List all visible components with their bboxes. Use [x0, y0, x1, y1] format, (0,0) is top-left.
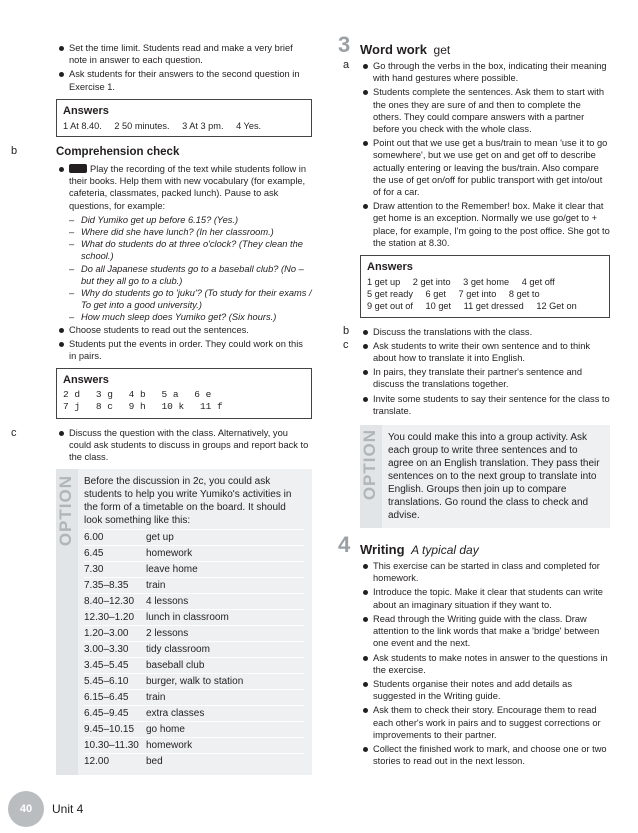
- answer-item: 2 d: [63, 389, 81, 401]
- list-item: In pairs, they translate their partner's sentence and discuss the translations together.: [360, 366, 610, 390]
- answer-item: 9 get out of: [367, 301, 413, 312]
- answer-item: 1 get up: [367, 277, 401, 288]
- answers-row: [367, 300, 603, 312]
- question-item: – How much sleep does Yumiko get? (Six hours.): [69, 311, 312, 323]
- timetable-row: [84, 705, 304, 721]
- timetable-time: 8.40–12.30: [84, 596, 135, 608]
- timetable-time: 12.30–1.20: [84, 612, 135, 624]
- list-item: Students complete the sentences. Ask them to start with the ones they are sure of and then to complete the others. They could compare answers with a partner before you check with the whole class.: [360, 86, 610, 135]
- timetable-time: 7.35–8.35: [84, 580, 129, 592]
- timetable-activity: homework: [146, 740, 193, 752]
- timetable-row: [84, 673, 304, 689]
- section-subtitle: A typical day: [411, 543, 479, 558]
- list-item: Set the time limit. Students read and make a very brief note in answer to each question.: [56, 42, 312, 66]
- timetable-activity: tidy classroom: [146, 644, 210, 656]
- timetable-row: [84, 641, 304, 657]
- list-item: Draw attention to the Remember! box. Make it clear that get home is an exception. Normally we use go/get to + place, for example, I'm going to the post office. She got to the station at 8.30.: [360, 200, 610, 249]
- list-item: Ask students to make notes in answer to the questions in the exercise.: [360, 652, 610, 676]
- timetable-time: 6.45: [84, 548, 104, 560]
- timetable-row: [84, 753, 304, 769]
- timetable-row: [84, 721, 304, 737]
- list-item: Ask them to check their story. Encourage them to read each other's work in pairs and to suggest corrections or improvements to their partner.: [360, 704, 610, 741]
- list-item: Students organise their notes and add details as suggested in the Writing guide.: [360, 678, 610, 702]
- list-item: Choose students to read out the sentences.: [56, 324, 312, 336]
- list-item: Students put the events in order. They could work on this in pairs.: [56, 338, 312, 362]
- answer-item: 2 get into: [412, 277, 451, 288]
- option-tab: [360, 425, 382, 528]
- section-number-3: 3: [338, 32, 351, 57]
- page-footer: [8, 791, 83, 827]
- option-box-right: [360, 425, 610, 528]
- option-label: OPTION: [56, 475, 75, 547]
- list-item: Ask students for their answers to the second question in Exercise 1.: [56, 68, 312, 92]
- answer-item: 9 h: [128, 401, 146, 413]
- answers-title: Answers: [367, 261, 413, 274]
- answers-title: Answers: [63, 104, 109, 117]
- timetable-time: 10.30–11.30: [84, 740, 139, 752]
- list-item: Point out that we use get a bus/train to mean 'use it to go somewhere', but we use get on and get off to describe actually entering or leaving the bus/train. Also compare the use of get on/off for public transport with get into/out of for a car.: [360, 137, 610, 198]
- list-item: Discuss the question with the class. Alternatively, you could ask students to discuss in groups and report back to the class.: [56, 427, 312, 464]
- answers-box-2: [56, 368, 312, 418]
- timetable-row: [84, 609, 304, 625]
- section-subtitle-get: get: [433, 43, 451, 57]
- timetable-time: 9.45–10.15: [84, 724, 135, 736]
- answer-item: 6 e: [194, 389, 212, 401]
- answer-item: 1 At 8.40.: [63, 120, 102, 131]
- answer-item: 8 get to: [508, 289, 540, 300]
- exercise-letter-c: c: [343, 338, 349, 351]
- answers-box-1: [56, 99, 312, 137]
- answer-item: 5 get ready: [367, 289, 413, 300]
- list-item: Introduce the topic. Make it clear that students can write about an imaginary situation if they want to.: [360, 586, 610, 610]
- list-item-text: Play the recording of the text while students follow in their books. Help them with new vocabulary (for example, cafeteria, classmates, packed lunch). Pause to ask questions, for example:: [69, 164, 307, 211]
- timetable-row: [84, 593, 304, 609]
- answer-item: 4 b: [128, 389, 146, 401]
- section-title-writing: Writing: [360, 542, 405, 558]
- timetable: [84, 529, 304, 769]
- answers-title: Answers: [63, 374, 109, 387]
- answers-box-3: [360, 255, 610, 318]
- timetable-time: 3.45–5.45: [84, 660, 129, 672]
- timetable-activity: lunch in classroom: [146, 612, 229, 624]
- answers-row: [63, 389, 305, 401]
- answers-row: [63, 401, 305, 413]
- timetable-activity: train: [146, 580, 166, 592]
- timetable-row: [84, 545, 304, 561]
- timetable-activity: burger, walk to station: [146, 676, 244, 688]
- timetable-activity: 4 lessons: [146, 596, 189, 608]
- timetable-time: 7.30: [84, 564, 104, 576]
- timetable-row: [84, 737, 304, 753]
- answers-row: [63, 120, 305, 132]
- question-list: [69, 214, 312, 324]
- exercise-letter-c: c: [11, 426, 17, 439]
- answer-item: 11 get dressed: [463, 301, 524, 312]
- answer-item: 8 c: [95, 401, 113, 413]
- timetable-row: [84, 529, 304, 545]
- answer-item: 7 get into: [458, 289, 497, 300]
- timetable-time: 12.00: [84, 756, 110, 768]
- exercise-letter-a: a: [343, 59, 350, 71]
- option-label: OPTION: [360, 429, 379, 501]
- answer-item: 10 get: [425, 301, 452, 312]
- answer-item: 2 50 minutes.: [114, 120, 170, 131]
- timetable-activity: homework: [146, 548, 193, 560]
- timetable-row: [84, 657, 304, 673]
- answer-item: 5 a: [161, 389, 179, 401]
- timetable-time: 6.00: [84, 532, 104, 544]
- question-item: – Do all Japanese students go to a baseball club? (No – but they all go to a club.): [69, 263, 312, 287]
- option-tab: [56, 469, 78, 775]
- timetable-row: [84, 689, 304, 705]
- unit-label: Unit 4: [52, 801, 84, 816]
- timetable-row: [84, 625, 304, 641]
- timetable-activity: leave home: [146, 564, 198, 576]
- list-item: Invite some students to say their sentence for the class to translate.: [360, 393, 610, 417]
- timetable-activity: 2 lessons: [146, 628, 189, 640]
- timetable-time: 1.20–3.00: [84, 628, 129, 640]
- option-text: Before the discussion in 2c, you could ask students to help you write Yumiko's activities in the form of a timetable on the board. It should look something like this:: [84, 476, 292, 527]
- right-column: [338, 32, 610, 769]
- answer-item: 3 At 3 pm.: [182, 120, 224, 131]
- list-item: Discuss the translations with the class.: [360, 326, 610, 338]
- question-item: – What do students do at three o'clock? (They clean the school.): [69, 238, 312, 262]
- timetable-activity: get up: [146, 532, 174, 544]
- answer-item: 6 get: [425, 289, 446, 300]
- timetable-time: 6.15–6.45: [84, 692, 129, 704]
- section-title-word-work: Word work: [360, 42, 427, 57]
- list-item: Go through the verbs in the box, indicating their meaning with hand gestures where possible.: [360, 60, 610, 84]
- answer-item: 12 Get on: [536, 301, 577, 312]
- intro-bullets: [56, 42, 312, 93]
- question-item: – Where did she have lunch? (In her classroom.): [69, 226, 312, 238]
- answer-item: 3 get home: [463, 277, 510, 288]
- answer-item: 7 j: [63, 401, 81, 413]
- timetable-activity: baseball club: [146, 660, 205, 672]
- answers-row: [367, 288, 603, 300]
- list-item: This exercise can be started in class and completed for homework.: [360, 560, 610, 584]
- timetable-activity: train: [146, 692, 166, 704]
- page-number: 40: [8, 791, 44, 827]
- timetable-row: [84, 561, 304, 577]
- answer-item: 3 g: [95, 389, 113, 401]
- exercise-letter-b: b: [343, 324, 350, 337]
- timetable-time: 3.00–3.30: [84, 644, 129, 656]
- timetable-activity: go home: [146, 724, 185, 736]
- timetable-row: [84, 577, 304, 593]
- timetable-activity: bed: [146, 756, 163, 768]
- section-number-4: 4: [338, 532, 351, 558]
- left-column: [11, 42, 312, 775]
- list-item: Ask students to write their own sentence and to think about how to translate it into English.: [360, 340, 610, 364]
- answers-row: [367, 276, 603, 288]
- timetable-time: 5.45–6.10: [84, 676, 129, 688]
- answer-item: 10 k: [161, 401, 185, 413]
- list-item: [56, 163, 312, 212]
- exercise-letter-b: b: [11, 145, 18, 158]
- cassette-icon: [69, 164, 87, 173]
- comprehension-check-heading: Comprehension check: [56, 146, 180, 159]
- question-item: – Why do students go to 'juku'? (To study for their exams / To get into a good university.): [69, 287, 312, 311]
- answer-item: 4 get off: [521, 277, 555, 288]
- answer-item: 11 f: [199, 401, 223, 413]
- timetable-activity: extra classes: [146, 708, 205, 720]
- option-text: You could make this into a group activity. Ask each group to write three sentences and to agree on an English translation. They pass their sentences on to the next group to translate into English. Groups then join up to compare translations. Go round the class to check and advise.: [388, 432, 600, 522]
- list-item: Collect the finished work to mark, and choose one or two stories to read out in the next lesson.: [360, 743, 610, 767]
- question-item: – Did Yumiko get up before 6.15? (Yes.): [69, 214, 312, 226]
- list-item: Read through the Writing guide with the class. Draw attention to the link words that make a 'bridge' between one event and the next.: [360, 613, 610, 650]
- timetable-time: 6.45–9.45: [84, 708, 129, 720]
- answer-item: 4 Yes.: [236, 120, 262, 131]
- option-box-left: [56, 469, 312, 775]
